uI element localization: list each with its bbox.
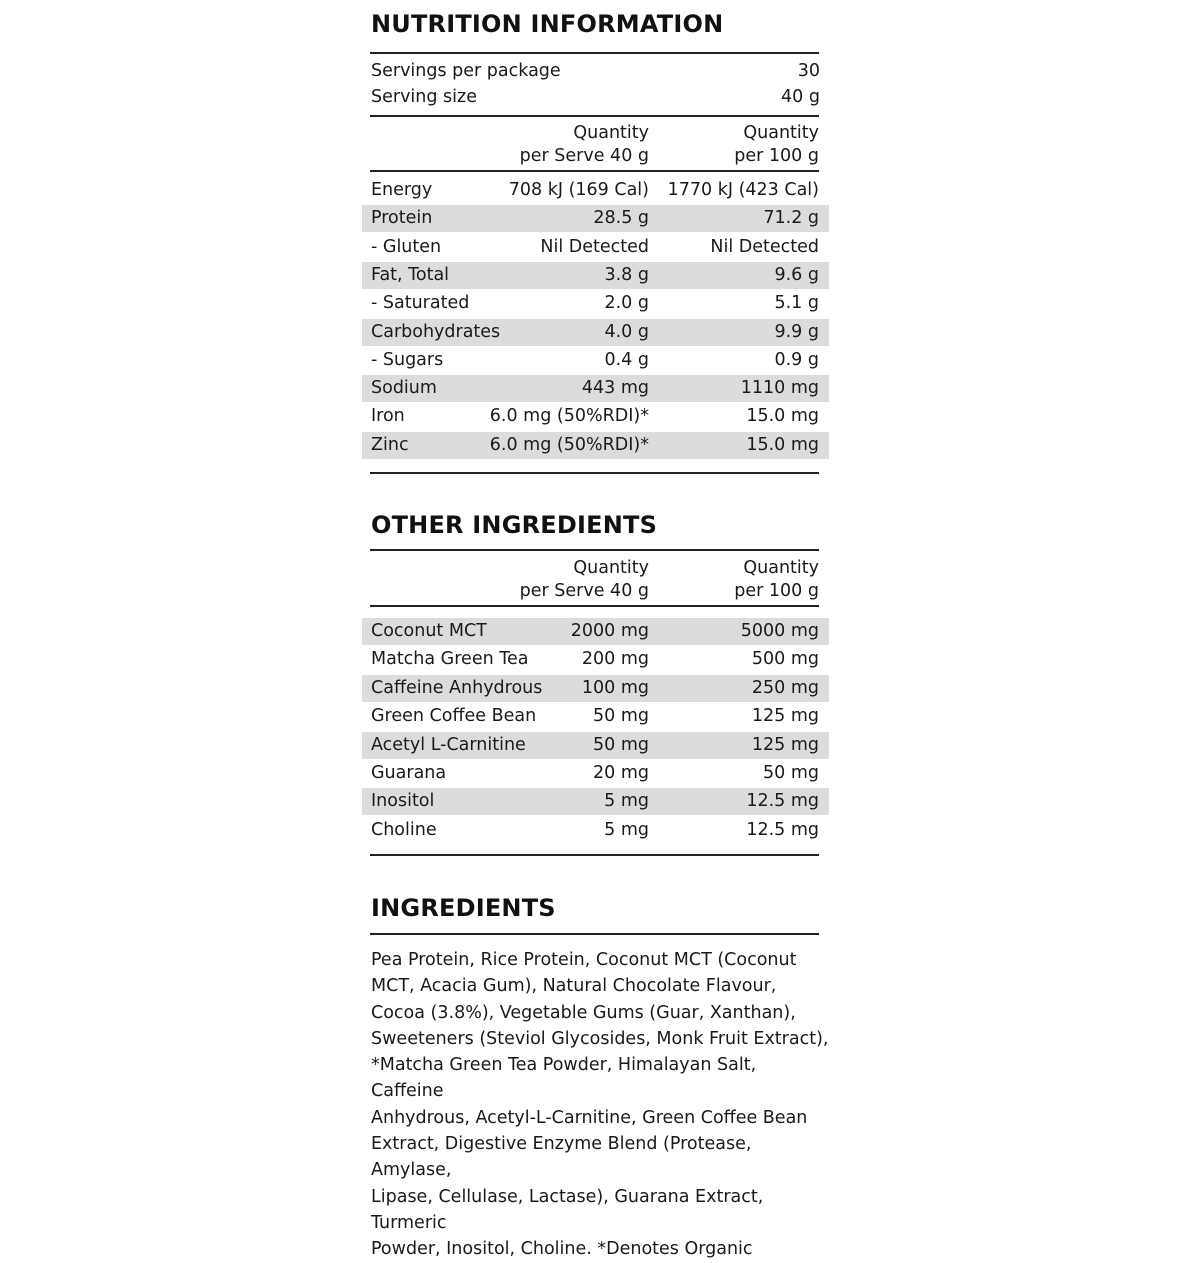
per-serve-value: 2.0 g [604,293,649,314]
column-header-per-serve [520,557,649,603]
per-serve-value: 28.5 g [593,208,649,229]
table-row [362,618,829,645]
per-100g-value: 125 mg [751,734,819,755]
row-label: Energy [371,180,433,200]
row-label: - Saturated [371,293,470,314]
table-row [362,177,829,204]
per-100g-value: 0.9 g [774,349,819,370]
ingredients-line: Extract, Digestive Enzyme Blend (Protease, Amylase, [371,1134,752,1181]
per-100g-value: 5000 mg [740,621,819,641]
per-serve-value: 0.4 g [604,349,649,370]
per-100g-value: 15.0 mg [746,434,819,455]
per-100g-value: 9.9 g [774,321,819,342]
per-serve-value: 50 mg [593,706,649,727]
per-100g-value: 12.5 mg [746,819,819,840]
per-100g-value: 125 mg [751,706,819,727]
divider [370,605,819,607]
per-100g-value: 250 mg [751,677,819,698]
per-serve-value: 50 mg [593,734,649,755]
per-100g-value: 15.0 mg [746,406,819,427]
row-label: Protein [371,208,433,229]
row-label: Matcha Green Tea [371,649,529,670]
row-label: Inositol [371,791,435,812]
column-header-per-100g [734,557,819,603]
ingredients-line: Sweeteners (Steviol Glycosides, Monk Fruit Extract), [371,1028,829,1049]
table-row [362,375,829,402]
per-100g-value: 500 mg [751,649,819,670]
per-serve-value: 4.0 g [604,321,649,342]
table-row [362,760,829,787]
table-row [362,732,829,759]
per-100g-value: Nil Detected [710,236,819,257]
column-header-line: Quantity [743,558,819,578]
per-100g-value: 5.1 g [774,293,819,314]
per-serve-value: 5 mg [604,819,649,840]
row-label: Acetyl L-Carnitine [371,734,526,755]
table-row [362,646,829,673]
per-serve-value: 6.0 mg (50%RDI)* [489,434,649,455]
column-header-line: per 100 g [734,581,819,601]
ingredients-line: Powder, Inositol, Choline. *Denotes Organic [371,1239,753,1260]
ingredients-line: Pea Protein, Rice Protein, Coconut MCT (Coconut [371,950,797,970]
per-serve-value: 6.0 mg (50%RDI)* [489,406,649,427]
per-100g-value: 9.6 g [774,264,819,285]
ingredients-line: Cocoa (3.8%), Vegetable Gums (Guar, Xanthan), [371,1002,796,1023]
divider [370,170,819,172]
divider [370,854,819,856]
ingredients-line: *Matcha Green Tea Powder, Himalayan Salt, Caffeine [371,1055,757,1102]
ingredients-line: Lipase, Cellulase, Lactase), Guarana Extract, Turmeric [371,1186,764,1233]
per-100g-value: 1110 mg [740,378,819,399]
per-serve-value: 3.8 g [604,264,649,285]
row-label: Zinc [371,434,409,455]
divider [370,933,819,935]
row-label: - Gluten [371,236,442,257]
servings-row [371,58,820,84]
divider [370,115,819,117]
nutrition-title: NUTRITION INFORMATION [371,10,724,38]
row-label: Caffeine Anhydrous [371,677,543,698]
column-header-line: per 100 g [734,146,819,166]
row-label: Coconut MCT [371,621,487,641]
row-label: Iron [371,406,405,427]
table-row [362,675,829,702]
per-100g-value: 1770 kJ (423 Cal) [667,180,819,200]
table-row [362,205,829,232]
per-serve-value: 2000 mg [570,621,649,641]
column-header-per-serve [520,122,649,168]
per-serve-value: 443 mg [581,378,649,399]
table-row [362,432,829,459]
per-serve-value: 100 mg [581,677,649,698]
serving-size-value: 40 g [781,87,820,107]
per-100g-value: 71.2 g [763,208,819,229]
column-header-line: Quantity [743,123,819,143]
per-serve-value: 200 mg [581,649,649,670]
ingredients-text [371,947,831,1263]
per-100g-value: 12.5 mg [746,791,819,812]
per-100g-value: 50 mg [763,763,819,783]
per-serve-value: 708 kJ (169 Cal) [508,180,649,200]
row-label: Fat, Total [371,264,450,285]
serving-size-row [371,84,820,110]
row-label: - Sugars [371,349,444,370]
row-label: Sodium [371,378,437,399]
row-label: Guarana [371,763,447,783]
table-row [362,262,829,289]
table-row [362,403,829,430]
table-row [362,703,829,730]
table-row [362,788,829,815]
divider [370,549,819,551]
row-label: Green Coffee Bean [371,706,537,727]
table-row [362,817,829,844]
column-header-line: Quantity [573,123,649,143]
servings-value: 30 [797,61,820,81]
per-serve-value: 20 mg [593,763,649,783]
column-header-line: per Serve 40 g [519,581,649,601]
ingredients-line: MCT, Acacia Gum), Natural Chocolate Flavour, [371,976,777,997]
row-label: Carbohydrates [371,321,501,342]
table-row [362,319,829,346]
ingredients-line: Anhydrous, Acetyl-L-Carnitine, Green Coffee Bean [371,1107,808,1128]
table-row [362,347,829,374]
table-row [362,290,829,317]
ingredients-title: INGREDIENTS [371,894,556,922]
row-label: Choline [371,819,437,840]
per-serve-value: 5 mg [604,791,649,812]
divider [370,472,819,474]
divider [370,52,819,54]
serving-size-label: Serving size [371,87,477,107]
other-ingredients-title: OTHER INGREDIENTS [371,511,658,539]
servings-label: Servings per package [371,61,561,81]
column-header-line: per Serve 40 g [519,146,649,166]
column-header-per-100g [734,122,819,168]
per-serve-value: Nil Detected [540,236,649,257]
column-header-line: Quantity [573,558,649,578]
table-row [362,234,829,261]
